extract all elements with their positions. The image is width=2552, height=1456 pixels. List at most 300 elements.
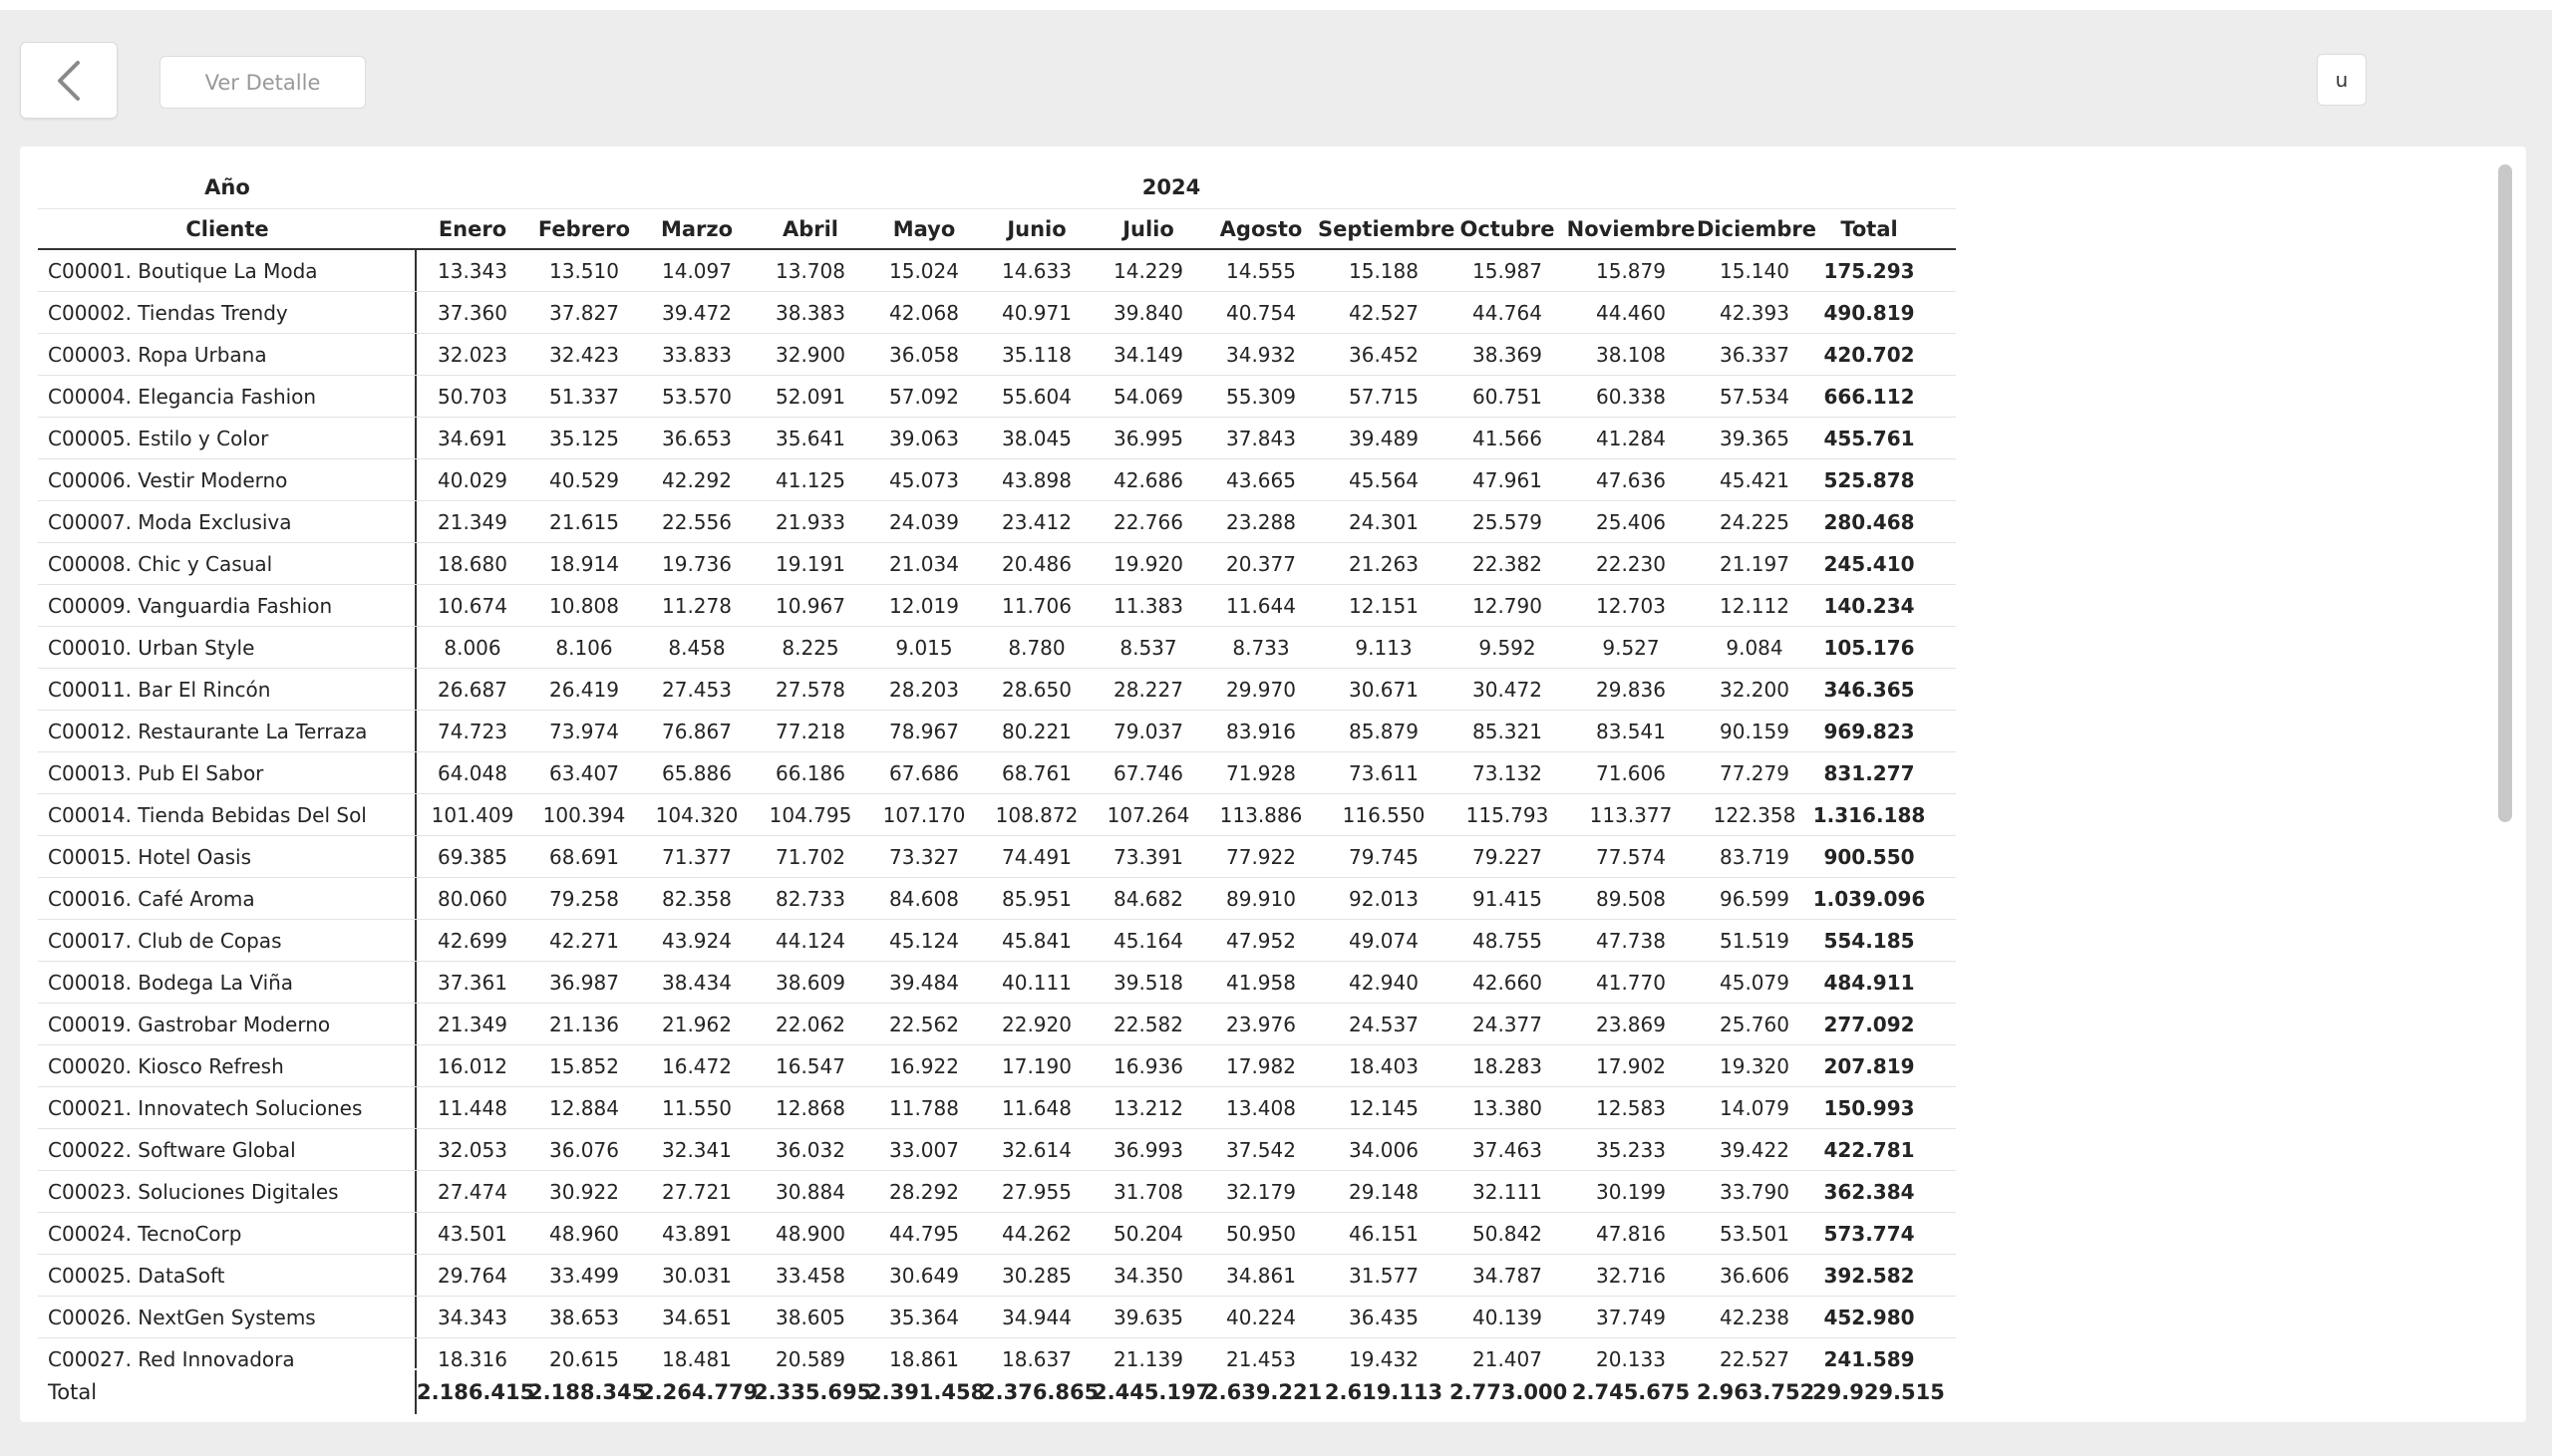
value-cell: 36.076 [549, 1137, 619, 1162]
table-row[interactable] [38, 292, 1956, 334]
row-total-cell: 207.819 [1823, 1053, 1915, 1078]
value-cell: 11.788 [889, 1095, 959, 1120]
value-cell: 34.343 [438, 1305, 507, 1329]
value-cell: 77.922 [1226, 844, 1296, 869]
value-cell: 83.719 [1720, 844, 1789, 869]
value-cell: 21.407 [1472, 1346, 1542, 1368]
table-row[interactable] [38, 1255, 1956, 1297]
row-total-cell: 362.384 [1823, 1179, 1915, 1204]
table-row[interactable] [38, 1129, 1956, 1171]
column-header-month[interactable]: Septiembre [1318, 216, 1455, 241]
row-total-cell: 455.761 [1823, 426, 1915, 450]
value-cell: 23.976 [1226, 1012, 1296, 1036]
column-total-cell: 2.445.197 [1093, 1380, 1211, 1404]
table-row[interactable] [38, 250, 1956, 292]
matrix-rows[interactable] [38, 250, 1956, 1368]
value-cell: 31.708 [1114, 1179, 1183, 1204]
client-cell: C00022. Software Global [38, 1129, 417, 1170]
row-total-cell: 900.550 [1823, 844, 1915, 869]
value-cell: 91.415 [1472, 886, 1542, 911]
value-cell: 45.564 [1349, 467, 1419, 492]
value-cell: 24.039 [889, 509, 959, 534]
value-cell: 43.898 [1002, 467, 1072, 492]
vertical-scrollbar[interactable] [2498, 164, 2512, 822]
table-row[interactable] [38, 1004, 1956, 1045]
value-cell: 36.452 [1349, 342, 1419, 367]
client-cell: C00016. Café Aroma [38, 878, 417, 919]
value-cell: 34.149 [1114, 342, 1183, 367]
value-cell: 27.474 [438, 1179, 507, 1204]
value-cell: 41.284 [1596, 426, 1666, 450]
value-cell: 79.258 [549, 886, 619, 911]
year-value[interactable]: 2024 [1141, 175, 1201, 199]
value-cell: 23.869 [1596, 1012, 1666, 1036]
value-cell: 25.579 [1472, 509, 1542, 534]
value-cell: 18.316 [438, 1346, 507, 1368]
value-cell: 15.852 [549, 1053, 619, 1078]
value-cell: 40.139 [1472, 1305, 1542, 1329]
value-cell: 50.204 [1114, 1221, 1183, 1246]
value-cell: 115.793 [1465, 802, 1549, 827]
value-cell: 80.221 [1002, 719, 1072, 743]
value-cell: 71.702 [776, 844, 845, 869]
value-cell: 37.827 [549, 300, 619, 325]
value-cell: 32.179 [1226, 1179, 1296, 1204]
total-row [38, 1370, 1956, 1414]
value-cell: 13.510 [549, 258, 619, 283]
value-cell: 84.682 [1114, 886, 1183, 911]
value-cell: 71.928 [1226, 760, 1296, 785]
sales-matrix [38, 166, 1956, 1414]
table-row[interactable] [38, 1338, 1956, 1368]
table-row[interactable] [38, 962, 1956, 1004]
value-cell: 40.754 [1226, 300, 1296, 325]
value-cell: 90.159 [1720, 719, 1789, 743]
client-cell: C00027. Red Innovadora [38, 1338, 417, 1368]
value-cell: 16.922 [889, 1053, 959, 1078]
value-cell: 35.641 [776, 426, 845, 450]
value-cell: 39.489 [1349, 426, 1419, 450]
value-cell: 12.703 [1596, 593, 1666, 618]
value-cell: 52.091 [776, 384, 845, 409]
value-cell: 50.703 [438, 384, 507, 409]
value-cell: 9.113 [1355, 635, 1413, 660]
value-cell: 18.403 [1349, 1053, 1419, 1078]
column-total-cell: 2.188.345 [528, 1380, 647, 1404]
value-cell: 9.015 [895, 635, 953, 660]
value-cell: 11.644 [1226, 593, 1296, 618]
value-cell: 19.736 [662, 551, 732, 576]
value-cell: 44.262 [1002, 1221, 1072, 1246]
value-cell: 39.063 [889, 426, 959, 450]
top-strip [0, 0, 2552, 10]
row-total-cell: 525.878 [1823, 467, 1915, 492]
row-total-cell: 1.039.096 [1812, 886, 1926, 911]
value-cell: 39.484 [889, 970, 959, 995]
value-cell: 32.900 [776, 342, 845, 367]
value-cell: 21.139 [1114, 1346, 1183, 1368]
value-cell: 15.024 [889, 258, 959, 283]
row-total-cell: 554.185 [1823, 928, 1915, 953]
value-cell: 24.377 [1472, 1012, 1542, 1036]
value-cell: 108.872 [995, 802, 1079, 827]
value-cell: 42.686 [1114, 467, 1183, 492]
value-cell: 30.285 [1002, 1263, 1072, 1288]
value-cell: 36.995 [1114, 426, 1183, 450]
value-cell: 73.132 [1472, 760, 1542, 785]
value-cell: 40.029 [438, 467, 507, 492]
client-cell: C00011. Bar El Rincón [38, 669, 417, 710]
total-label: Total [38, 1370, 417, 1414]
value-cell: 36.435 [1349, 1305, 1419, 1329]
value-cell: 13.212 [1114, 1095, 1183, 1120]
table-row[interactable] [38, 669, 1956, 711]
column-header-total[interactable]: Total [1840, 216, 1898, 241]
table-row[interactable] [38, 627, 1956, 669]
value-cell: 25.406 [1596, 509, 1666, 534]
column-header-month[interactable]: Agosto [1219, 216, 1303, 241]
row-total-cell: 490.819 [1823, 300, 1915, 325]
column-header-month[interactable]: Octubre [1459, 216, 1555, 241]
value-cell: 11.706 [1002, 593, 1072, 618]
value-cell: 34.861 [1226, 1263, 1296, 1288]
value-cell: 42.393 [1720, 300, 1789, 325]
value-cell: 89.508 [1596, 886, 1666, 911]
value-cell: 41.125 [776, 467, 845, 492]
value-cell: 11.383 [1114, 593, 1183, 618]
value-cell: 60.338 [1596, 384, 1666, 409]
value-cell: 15.987 [1472, 258, 1542, 283]
value-cell: 11.278 [662, 593, 732, 618]
value-cell: 19.191 [776, 551, 845, 576]
value-cell: 22.230 [1596, 551, 1666, 576]
value-cell: 41.566 [1472, 426, 1542, 450]
value-cell: 22.582 [1114, 1012, 1183, 1036]
value-cell: 104.795 [769, 802, 852, 827]
value-cell: 45.073 [889, 467, 959, 492]
column-total-cell: 2.376.865 [981, 1380, 1100, 1404]
table-row[interactable] [38, 376, 1956, 418]
value-cell: 21.349 [438, 509, 507, 534]
value-cell: 12.790 [1472, 593, 1542, 618]
value-cell: 41.958 [1226, 970, 1296, 995]
value-cell: 34.787 [1472, 1263, 1542, 1288]
table-row[interactable] [38, 543, 1956, 585]
value-cell: 42.660 [1472, 970, 1542, 995]
table-row[interactable] [38, 752, 1956, 794]
value-cell: 30.671 [1349, 677, 1419, 702]
table-row[interactable] [38, 836, 1956, 878]
value-cell: 33.790 [1720, 1179, 1789, 1204]
year-header: Año [204, 175, 250, 199]
column-header-month[interactable]: Diciembre [1697, 216, 1817, 241]
table-row[interactable] [38, 585, 1956, 627]
value-cell: 16.547 [776, 1053, 845, 1078]
table-row[interactable] [38, 334, 1956, 376]
value-cell: 79.037 [1114, 719, 1183, 743]
value-cell: 39.472 [662, 300, 732, 325]
value-cell: 113.886 [1219, 802, 1303, 827]
value-cell: 25.760 [1720, 1012, 1789, 1036]
value-cell: 113.377 [1589, 802, 1673, 827]
value-cell: 24.301 [1349, 509, 1419, 534]
value-cell: 48.755 [1472, 928, 1542, 953]
table-row[interactable] [38, 711, 1956, 752]
table-row[interactable] [38, 1171, 1956, 1213]
value-cell: 85.321 [1472, 719, 1542, 743]
column-total-cell: 2.639.221 [1204, 1380, 1323, 1404]
value-cell: 67.686 [889, 760, 959, 785]
value-cell: 8.458 [668, 635, 726, 660]
value-cell: 29.970 [1226, 677, 1296, 702]
value-cell: 73.327 [889, 844, 959, 869]
value-cell: 67.746 [1114, 760, 1183, 785]
chevron-left-icon [52, 59, 86, 103]
client-cell: C00008. Chic y Casual [38, 543, 417, 584]
value-cell: 38.369 [1472, 342, 1542, 367]
column-total-cell: 2.264.779 [640, 1380, 759, 1404]
value-cell: 89.910 [1226, 886, 1296, 911]
value-cell: 11.648 [1002, 1095, 1072, 1120]
value-cell: 20.377 [1226, 551, 1296, 576]
value-cell: 64.048 [438, 760, 507, 785]
column-total-cell: 2.391.458 [867, 1380, 986, 1404]
column-header-row [38, 208, 1956, 250]
table-row[interactable] [38, 501, 1956, 543]
value-cell: 65.886 [662, 760, 732, 785]
value-cell: 12.145 [1349, 1095, 1419, 1120]
value-cell: 44.795 [889, 1221, 959, 1246]
value-cell: 32.023 [438, 342, 507, 367]
value-cell: 16.936 [1114, 1053, 1183, 1078]
row-total-cell: 666.112 [1823, 384, 1915, 409]
value-cell: 83.541 [1596, 719, 1666, 743]
value-cell: 33.833 [662, 342, 732, 367]
column-total-cell: 2.619.113 [1324, 1380, 1443, 1404]
row-total-cell: 280.468 [1823, 509, 1915, 534]
value-cell: 32.423 [549, 342, 619, 367]
row-total-cell: 452.980 [1823, 1305, 1915, 1329]
value-cell: 42.527 [1349, 300, 1419, 325]
client-cell: C00021. Innovatech Soluciones [38, 1087, 417, 1128]
value-cell: 43.891 [662, 1221, 732, 1246]
column-total-cell: 2.745.675 [1571, 1380, 1691, 1404]
ver-detalle-button[interactable]: Ver Detalle [160, 56, 366, 109]
value-cell: 10.967 [776, 593, 845, 618]
client-cell: C00001. Boutique La Moda [38, 250, 417, 291]
value-cell: 28.292 [889, 1179, 959, 1204]
value-cell: 12.019 [889, 593, 959, 618]
value-cell: 37.843 [1226, 426, 1296, 450]
table-row[interactable] [38, 1297, 1956, 1338]
client-cell: C00004. Elegancia Fashion [38, 376, 417, 417]
value-cell: 45.124 [889, 928, 959, 953]
value-cell: 49.074 [1349, 928, 1419, 953]
value-cell: 80.060 [438, 886, 507, 911]
column-header-month[interactable]: Abril [782, 216, 839, 241]
table-row[interactable] [38, 1045, 1956, 1087]
value-cell: 40.971 [1002, 300, 1072, 325]
value-cell: 116.550 [1342, 802, 1426, 827]
value-cell: 44.460 [1596, 300, 1666, 325]
value-cell: 30.922 [549, 1179, 619, 1204]
table-row[interactable] [38, 794, 1956, 836]
client-cell: C00012. Restaurante La Terraza [38, 711, 417, 751]
column-header-month[interactable]: Junio [1007, 216, 1067, 241]
value-cell: 17.902 [1596, 1053, 1666, 1078]
value-cell: 101.409 [431, 802, 514, 827]
value-cell: 19.320 [1720, 1053, 1789, 1078]
client-header[interactable]: Cliente [185, 216, 269, 241]
column-total-cell: 2.186.415 [417, 1380, 535, 1404]
value-cell: 45.079 [1720, 970, 1789, 995]
value-cell: 63.407 [549, 760, 619, 785]
value-cell: 8.780 [1008, 635, 1066, 660]
value-cell: 82.733 [776, 886, 845, 911]
value-cell: 10.808 [549, 593, 619, 618]
value-cell: 36.058 [889, 342, 959, 367]
value-cell: 50.842 [1472, 1221, 1542, 1246]
value-cell: 12.151 [1349, 593, 1419, 618]
value-cell: 74.723 [438, 719, 507, 743]
row-total-cell: 140.234 [1823, 593, 1915, 618]
client-cell: C00003. Ropa Urbana [38, 334, 417, 375]
back-button[interactable] [20, 42, 118, 119]
value-cell: 8.106 [555, 635, 613, 660]
user-button[interactable]: u [2317, 54, 2367, 106]
value-cell: 57.715 [1349, 384, 1419, 409]
value-cell: 107.170 [882, 802, 966, 827]
value-cell: 29.836 [1596, 677, 1666, 702]
value-cell: 11.550 [662, 1095, 732, 1120]
value-cell: 24.537 [1349, 1012, 1419, 1036]
value-cell: 53.501 [1720, 1221, 1789, 1246]
value-cell: 22.562 [889, 1012, 959, 1036]
value-cell: 21.453 [1226, 1346, 1296, 1368]
value-cell: 37.749 [1596, 1305, 1666, 1329]
value-cell: 107.264 [1107, 802, 1190, 827]
value-cell: 20.589 [776, 1346, 845, 1368]
value-cell: 33.499 [549, 1263, 619, 1288]
value-cell: 42.940 [1349, 970, 1419, 995]
value-cell: 21.933 [776, 509, 845, 534]
value-cell: 21.962 [662, 1012, 732, 1036]
value-cell: 34.691 [438, 426, 507, 450]
value-cell: 32.614 [1002, 1137, 1072, 1162]
table-row[interactable] [38, 920, 1956, 962]
value-cell: 21.197 [1720, 551, 1789, 576]
value-cell: 47.961 [1472, 467, 1542, 492]
column-header-month[interactable]: Mayo [892, 216, 956, 241]
value-cell: 83.916 [1226, 719, 1296, 743]
value-cell: 28.227 [1114, 677, 1183, 702]
value-cell: 15.879 [1596, 258, 1666, 283]
value-cell: 77.574 [1596, 844, 1666, 869]
value-cell: 76.867 [662, 719, 732, 743]
value-cell: 22.766 [1114, 509, 1183, 534]
value-cell: 8.537 [1119, 635, 1177, 660]
column-header-month[interactable]: Febrero [537, 216, 631, 241]
value-cell: 16.012 [438, 1053, 507, 1078]
value-cell: 18.637 [1002, 1346, 1072, 1368]
value-cell: 33.007 [889, 1137, 959, 1162]
value-cell: 9.592 [1478, 635, 1536, 660]
column-header-month[interactable]: Marzo [660, 216, 734, 241]
value-cell: 55.309 [1226, 384, 1296, 409]
value-cell: 104.320 [655, 802, 739, 827]
column-header-month[interactable]: Julio [1122, 216, 1174, 241]
value-cell: 74.491 [1002, 844, 1072, 869]
row-total-cell: 420.702 [1823, 342, 1915, 367]
table-row[interactable] [38, 878, 1956, 920]
client-cell: C00024. TecnoCorp [38, 1213, 417, 1254]
value-cell: 17.982 [1226, 1053, 1296, 1078]
column-header-month[interactable]: Noviembre [1566, 216, 1696, 241]
table-row[interactable] [38, 1213, 1956, 1255]
value-cell: 36.987 [549, 970, 619, 995]
client-cell: C00023. Soluciones Digitales [38, 1171, 417, 1212]
row-total-cell: 277.092 [1823, 1012, 1915, 1036]
value-cell: 42.292 [662, 467, 732, 492]
client-cell: C00010. Urban Style [38, 627, 417, 668]
value-cell: 13.380 [1472, 1095, 1542, 1120]
value-cell: 38.045 [1002, 426, 1072, 450]
value-cell: 34.006 [1349, 1137, 1419, 1162]
value-cell: 43.501 [438, 1221, 507, 1246]
value-cell: 19.920 [1114, 551, 1183, 576]
value-cell: 36.653 [662, 426, 732, 450]
client-cell: C00025. DataSoft [38, 1255, 417, 1296]
value-cell: 8.733 [1232, 635, 1290, 660]
row-total-cell: 1.316.188 [1812, 802, 1926, 827]
value-cell: 35.118 [1002, 342, 1072, 367]
table-row[interactable] [38, 459, 1956, 501]
value-cell: 8.006 [444, 635, 501, 660]
value-cell: 42.699 [438, 928, 507, 953]
value-cell: 122.358 [1713, 802, 1796, 827]
value-cell: 92.013 [1349, 886, 1419, 911]
value-cell: 19.432 [1349, 1346, 1419, 1368]
value-cell: 21.136 [549, 1012, 619, 1036]
value-cell: 30.199 [1596, 1179, 1666, 1204]
table-row[interactable] [38, 418, 1956, 459]
value-cell: 39.365 [1720, 426, 1789, 450]
value-cell: 34.350 [1114, 1263, 1183, 1288]
client-cell: C00020. Kiosco Refresh [38, 1045, 417, 1086]
value-cell: 45.164 [1114, 928, 1183, 953]
value-cell: 27.955 [1002, 1179, 1072, 1204]
value-cell: 27.721 [662, 1179, 732, 1204]
matrix-panel [20, 146, 2526, 1422]
value-cell: 45.421 [1720, 467, 1789, 492]
value-cell: 16.472 [662, 1053, 732, 1078]
value-cell: 57.534 [1720, 384, 1789, 409]
value-cell: 85.951 [1002, 886, 1072, 911]
value-cell: 84.608 [889, 886, 959, 911]
value-cell: 71.377 [662, 844, 732, 869]
value-cell: 73.974 [549, 719, 619, 743]
value-cell: 36.993 [1114, 1137, 1183, 1162]
value-cell: 20.486 [1002, 551, 1072, 576]
column-header-month[interactable]: Enero [438, 216, 507, 241]
value-cell: 18.680 [438, 551, 507, 576]
value-cell: 51.337 [549, 384, 619, 409]
value-cell: 68.761 [1002, 760, 1072, 785]
value-cell: 26.687 [438, 677, 507, 702]
value-cell: 96.599 [1720, 886, 1789, 911]
table-row[interactable] [38, 1087, 1956, 1129]
client-cell: C00006. Vestir Moderno [38, 459, 417, 500]
